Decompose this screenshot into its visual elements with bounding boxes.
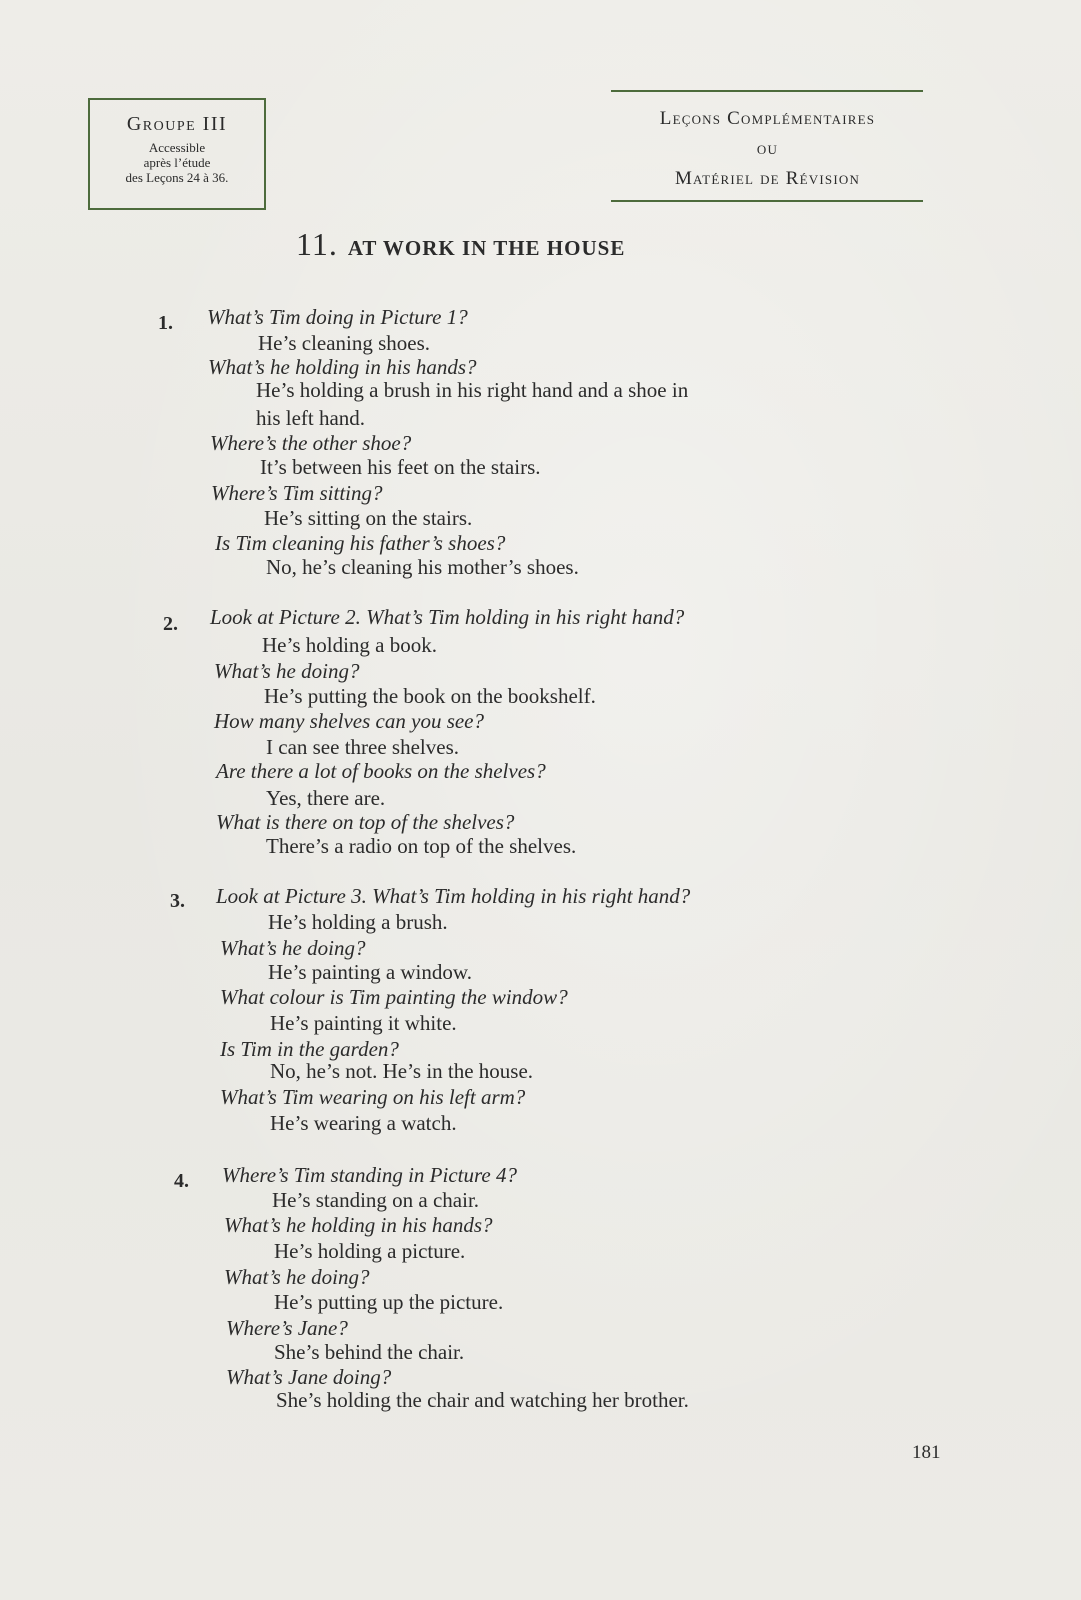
- question-line: Look at Picture 3. What’s Tim holding in his right hand?: [216, 884, 691, 908]
- question-line: What’s he doing?: [214, 659, 360, 683]
- answer-line: his left hand.: [256, 406, 366, 430]
- group-line-1: Accessible: [148, 140, 206, 155]
- question-line: Where’s Jane?: [226, 1316, 348, 1340]
- answer-line: No, he’s cleaning his mother’s shoes.: [266, 555, 579, 579]
- answer-line: He’s painting a window.: [268, 960, 472, 984]
- question-line: What’s he holding in his hands?: [224, 1213, 493, 1237]
- answer-line: He’s wearing a watch.: [270, 1111, 457, 1135]
- lesson-heading: AT WORK IN THE HOUSE: [347, 236, 626, 260]
- header-line-1: Leçons Complémentaires: [659, 108, 876, 129]
- answer-line: He’s sitting on the stairs.: [264, 506, 473, 530]
- question-line: Where’s Tim standing in Picture 4?: [222, 1163, 517, 1187]
- header-rule-bottom: [611, 200, 923, 202]
- question-line: Where’s the other shoe?: [210, 431, 412, 455]
- section-number: 3.: [170, 890, 185, 912]
- question-line: Is Tim in the garden?: [220, 1037, 399, 1061]
- answer-line: He’s standing on a chair.: [272, 1188, 480, 1212]
- question-line: Is Tim cleaning his father’s shoes?: [215, 531, 506, 555]
- section-number: 2.: [163, 613, 178, 635]
- answer-line: He’s holding a brush in his right hand and a shoe in: [256, 378, 689, 402]
- answer-line: It’s between his feet on the stairs.: [260, 455, 541, 479]
- question-line: What’s Tim doing in Picture 1?: [207, 305, 468, 329]
- question-line: Where’s Tim sitting?: [211, 481, 383, 505]
- page-number: 181: [912, 1442, 941, 1463]
- question-line: What’s he doing?: [220, 936, 366, 960]
- answer-line: He’s putting up the picture.: [274, 1290, 504, 1314]
- question-line: Look at Picture 2. What’s Tim holding in his right hand?: [210, 605, 685, 629]
- answer-line: He’s painting it white.: [270, 1011, 457, 1035]
- header-line-2: ou: [756, 138, 779, 159]
- answer-line: She’s holding the chair and watching her brother.: [276, 1388, 689, 1412]
- answer-line: He’s holding a picture.: [274, 1239, 466, 1263]
- question-line: What’s he holding in his hands?: [208, 355, 477, 379]
- header-block: [605, 104, 930, 194]
- question-line: What’s Jane doing?: [226, 1365, 392, 1389]
- answer-line: He’s holding a book.: [262, 633, 437, 657]
- question-line: What’s Tim wearing on his left arm?: [220, 1085, 526, 1109]
- group-box: [88, 98, 266, 210]
- section-number: 1.: [158, 312, 173, 334]
- lesson-title: [296, 226, 625, 263]
- answer-line: There’s a radio on top of the shelves.: [266, 834, 577, 858]
- question-line: How many shelves can you see?: [214, 709, 485, 733]
- header-line-3: Matériel de Révision: [674, 168, 861, 189]
- question-line: What’s he doing?: [224, 1265, 370, 1289]
- answer-line: He’s putting the book on the bookshelf.: [264, 684, 596, 708]
- section-number: 4.: [174, 1170, 189, 1192]
- answer-line: She’s behind the chair.: [274, 1340, 465, 1364]
- group-line-2: après l’étude: [143, 155, 211, 170]
- lesson-number: 11.: [296, 226, 338, 262]
- header-rule-top: [611, 90, 923, 92]
- group-title: Groupe III: [126, 113, 228, 135]
- question-line: What is there on top of the shelves?: [216, 810, 515, 834]
- question-line: Are there a lot of books on the shelves?: [216, 759, 546, 783]
- answer-line: I can see three shelves.: [266, 735, 459, 759]
- answer-line: He’s cleaning shoes.: [258, 331, 431, 355]
- answer-line: No, he’s not. He’s in the house.: [270, 1059, 534, 1083]
- group-line-3: des Leçons 24 à 36.: [125, 170, 229, 185]
- question-line: What colour is Tim painting the window?: [220, 985, 568, 1009]
- answer-line: He’s holding a brush.: [268, 910, 448, 934]
- answer-line: Yes, there are.: [266, 786, 386, 810]
